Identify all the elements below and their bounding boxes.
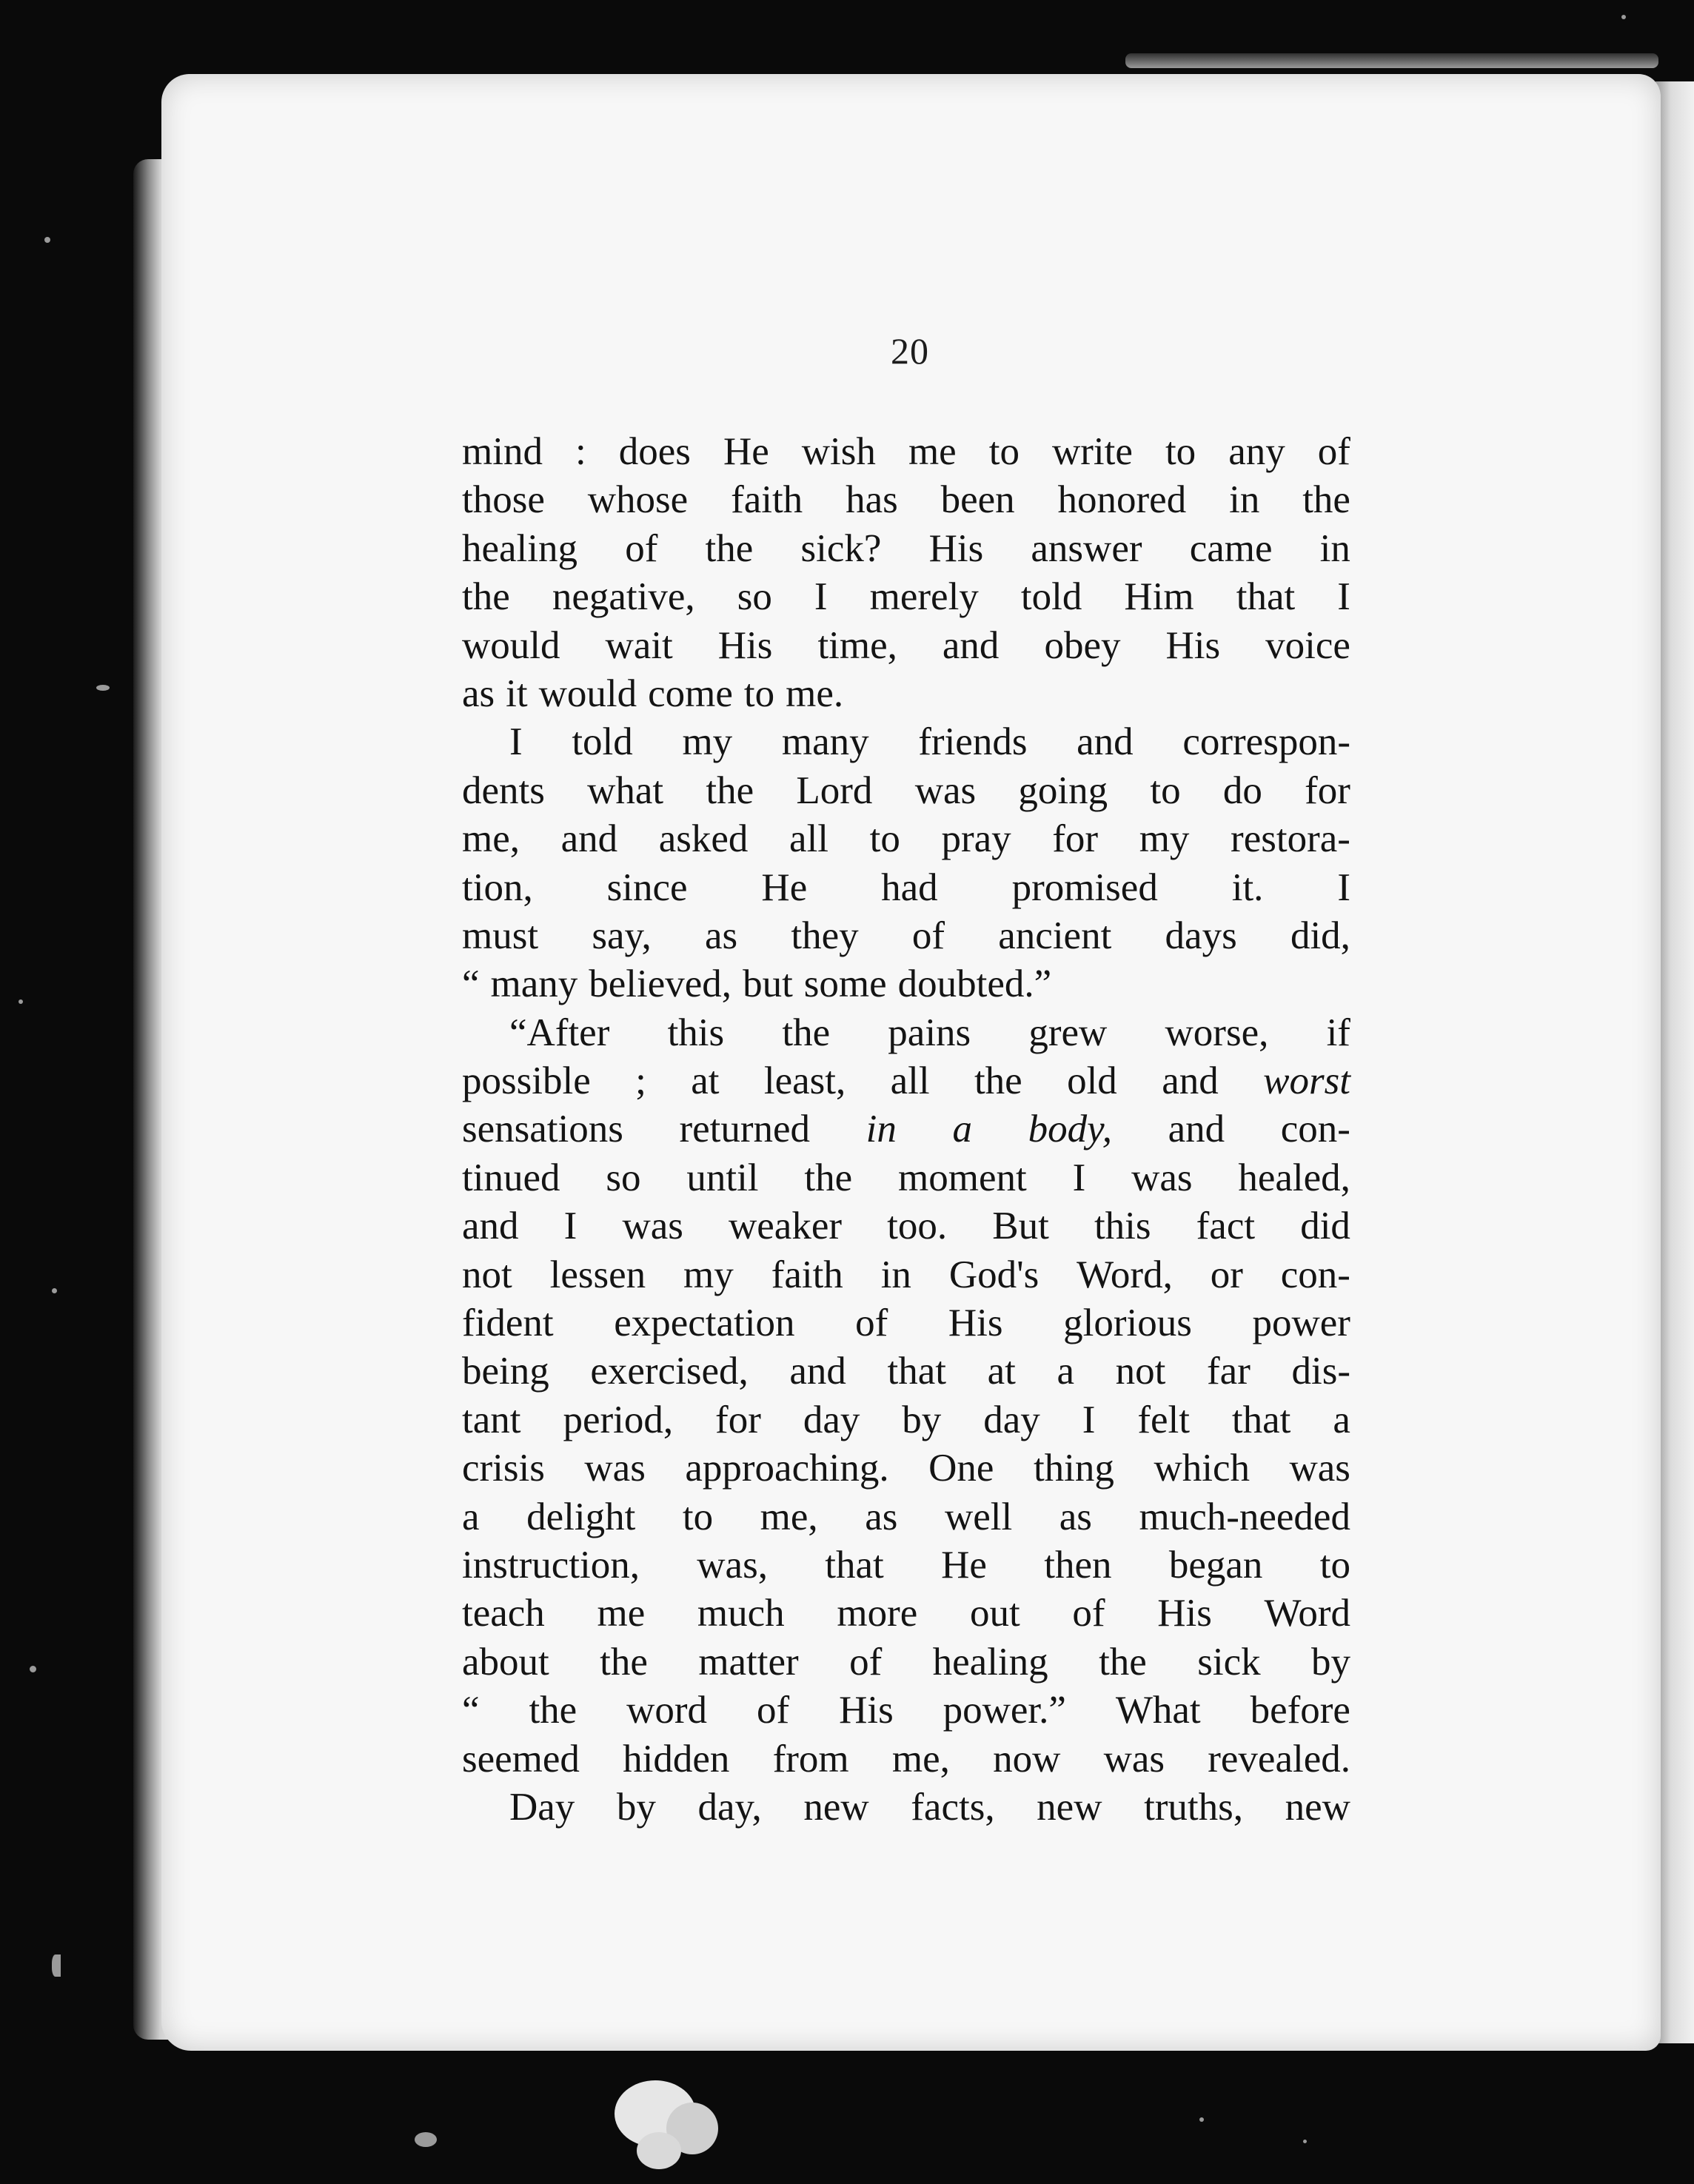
- word: restora-: [1231, 817, 1350, 861]
- word: much-needed: [1139, 1495, 1350, 1538]
- word: me,: [891, 1737, 950, 1781]
- word: of: [756, 1689, 790, 1732]
- word: at: [691, 1059, 720, 1103]
- dust-speck: [1621, 15, 1626, 19]
- word: being: [462, 1350, 549, 1393]
- word: as: [865, 1495, 898, 1538]
- word: “After: [509, 1011, 610, 1054]
- word: was: [1289, 1447, 1350, 1490]
- word: not: [1115, 1350, 1166, 1393]
- word: before: [1250, 1689, 1350, 1732]
- word: Him: [1124, 575, 1194, 619]
- word: what: [587, 768, 664, 812]
- text-line: [462, 573, 1350, 621]
- word: possible: [462, 1059, 591, 1103]
- word: ancient: [998, 914, 1112, 957]
- dust-speck: [44, 237, 50, 243]
- word: some: [803, 962, 887, 1006]
- word: grew: [1028, 1011, 1108, 1054]
- text-line: [462, 1444, 1350, 1493]
- word: until: [686, 1156, 759, 1199]
- word: His: [948, 1302, 1003, 1345]
- word: approaching.: [685, 1447, 889, 1490]
- text-line: [462, 476, 1350, 524]
- word: merely: [869, 575, 979, 619]
- word: and: [1162, 1059, 1219, 1103]
- word: to: [1165, 430, 1196, 473]
- word: power: [1252, 1302, 1350, 1345]
- word: more: [837, 1592, 918, 1635]
- word: or: [1210, 1253, 1243, 1296]
- word: my: [1139, 817, 1190, 861]
- word: promised: [1011, 865, 1158, 909]
- word: God's: [948, 1253, 1040, 1296]
- word: at: [987, 1350, 1016, 1393]
- word: asked: [658, 817, 749, 861]
- word: told: [572, 720, 633, 764]
- word: did: [1300, 1205, 1350, 1248]
- word: the: [1302, 478, 1350, 522]
- word: But: [992, 1205, 1049, 1248]
- word: con-: [1280, 1108, 1350, 1151]
- word: if: [1326, 1011, 1350, 1054]
- word: me: [597, 1592, 646, 1635]
- word: this: [1094, 1205, 1151, 1248]
- word: One: [928, 1447, 994, 1490]
- word: by: [1311, 1640, 1350, 1684]
- word: believed,: [589, 962, 732, 1006]
- word: day,: [697, 1785, 762, 1829]
- word: this: [667, 1011, 725, 1054]
- word: and: [560, 817, 618, 861]
- word: obey: [1044, 623, 1121, 667]
- word: as: [462, 671, 495, 715]
- word: least,: [763, 1059, 846, 1103]
- dust-speck: [19, 999, 23, 1004]
- word: voice: [1265, 623, 1350, 667]
- word: as: [705, 914, 738, 957]
- word: my: [682, 720, 733, 764]
- word: a: [952, 1108, 973, 1151]
- word: they: [791, 914, 859, 957]
- dust-blob: [637, 2132, 681, 2169]
- word: correspon-: [1182, 720, 1350, 764]
- word: that: [1231, 1398, 1291, 1441]
- dust-speck: [1303, 2140, 1307, 2143]
- text-line: [462, 1347, 1350, 1396]
- word: returned: [679, 1108, 811, 1151]
- dust-speck: [415, 2132, 437, 2147]
- word: to: [988, 430, 1020, 473]
- word: as: [1059, 1495, 1092, 1538]
- word: and: [462, 1205, 519, 1248]
- word: wait: [605, 623, 673, 667]
- word: Word,: [1077, 1253, 1173, 1296]
- word: began: [1168, 1543, 1263, 1587]
- word: was: [622, 1205, 683, 1248]
- word: fact: [1196, 1205, 1256, 1248]
- text-line: [462, 1590, 1350, 1638]
- word: in: [880, 1253, 911, 1296]
- word: healing: [462, 526, 578, 570]
- word: new: [1037, 1785, 1102, 1829]
- word: of: [625, 526, 658, 570]
- text-line: [462, 622, 1350, 670]
- word: that: [1236, 575, 1296, 619]
- text-line: [462, 1057, 1350, 1105]
- word: to: [1150, 768, 1181, 812]
- word: and: [1168, 1108, 1225, 1151]
- word: moment: [898, 1156, 1027, 1199]
- word: power.”: [943, 1689, 1066, 1732]
- word: new: [1285, 1785, 1350, 1829]
- word: day: [983, 1398, 1040, 1441]
- dust-speck: [52, 1954, 61, 1977]
- word: Lord: [796, 768, 873, 812]
- word: told: [1020, 575, 1082, 619]
- word: exercised,: [590, 1350, 749, 1393]
- text-line: [462, 525, 1350, 573]
- word: wish: [801, 430, 876, 473]
- word: time,: [817, 623, 897, 667]
- text-line: [462, 670, 1350, 718]
- word: the: [974, 1059, 1022, 1103]
- word: to: [1319, 1543, 1350, 1587]
- word: those: [462, 478, 545, 522]
- word: of: [855, 1302, 888, 1345]
- word: was: [1131, 1156, 1193, 1199]
- word: for: [1052, 817, 1099, 861]
- word: by: [616, 1785, 656, 1829]
- word: was,: [697, 1543, 768, 1587]
- text-line: [462, 767, 1350, 815]
- word: crisis: [462, 1447, 545, 1490]
- word: fident: [462, 1302, 554, 1345]
- word: the: [804, 1156, 853, 1199]
- word: me,: [760, 1495, 818, 1538]
- word: tinued: [462, 1156, 560, 1199]
- word: What: [1115, 1689, 1201, 1732]
- word: worse,: [1165, 1011, 1269, 1054]
- word: delight: [526, 1495, 636, 1538]
- text-line: [462, 1735, 1350, 1783]
- word: of: [1317, 430, 1350, 473]
- word: the: [600, 1640, 648, 1684]
- dust-speck: [96, 685, 110, 691]
- word: of: [849, 1640, 883, 1684]
- word: came: [1189, 526, 1273, 570]
- word: the: [782, 1011, 831, 1054]
- text-line: [462, 864, 1350, 912]
- word: many: [781, 720, 869, 764]
- word: new: [803, 1785, 869, 1829]
- word: weaker: [729, 1205, 842, 1248]
- word: truths,: [1144, 1785, 1244, 1829]
- text-line: [462, 1202, 1350, 1250]
- word: come: [648, 671, 733, 715]
- word: it: [506, 671, 528, 715]
- word: me: [908, 430, 957, 473]
- word: does: [618, 430, 691, 473]
- word: I: [1337, 575, 1350, 619]
- word: His: [839, 1689, 894, 1732]
- text-line: [462, 960, 1350, 1008]
- word: matter: [698, 1640, 799, 1684]
- word: had: [881, 865, 938, 909]
- word: thing: [1033, 1447, 1114, 1490]
- word: the: [462, 575, 510, 619]
- word: “: [462, 962, 480, 1006]
- word: He: [723, 430, 769, 473]
- word: doubted.”: [897, 962, 1052, 1006]
- word: well: [944, 1495, 1013, 1538]
- word: seemed: [462, 1737, 580, 1781]
- word: a: [462, 1495, 480, 1538]
- word: me.: [786, 671, 844, 715]
- word: the: [705, 526, 754, 570]
- text-line: [462, 1299, 1350, 1347]
- word: I: [1072, 1156, 1086, 1199]
- word: hidden: [623, 1737, 730, 1781]
- word: not: [462, 1253, 512, 1296]
- dust-speck: [1199, 2117, 1204, 2122]
- word: much: [697, 1592, 785, 1635]
- word: to: [743, 671, 775, 715]
- word: Word: [1264, 1592, 1350, 1635]
- word: negative,: [552, 575, 695, 619]
- word: in: [1319, 526, 1350, 570]
- word: tion,: [462, 865, 533, 909]
- dust-speck: [30, 1666, 36, 1672]
- word: worst: [1263, 1059, 1350, 1103]
- word: out: [969, 1592, 1020, 1635]
- word: to: [682, 1495, 714, 1538]
- word: word: [626, 1689, 708, 1732]
- word: lessen: [549, 1253, 646, 1296]
- word: many: [490, 962, 578, 1006]
- word: period,: [563, 1398, 674, 1441]
- word: has: [846, 478, 898, 522]
- word: healing: [932, 1640, 1048, 1684]
- word: the: [1099, 1640, 1147, 1684]
- word: mind: [462, 430, 543, 473]
- word: facts,: [911, 1785, 995, 1829]
- facing-page-edge: [1656, 81, 1694, 2043]
- word: friends: [918, 720, 1028, 764]
- word: pray: [941, 817, 1011, 861]
- word: was: [914, 768, 977, 812]
- text-line: [462, 815, 1350, 863]
- word: faith: [771, 1253, 843, 1296]
- text-line: [462, 1251, 1350, 1299]
- dust-speck: [52, 1288, 57, 1293]
- word: that: [887, 1350, 946, 1393]
- word: in: [1229, 478, 1260, 522]
- word: was: [1103, 1737, 1165, 1781]
- word: and: [942, 623, 1000, 667]
- text-line: [462, 1396, 1350, 1444]
- word: by: [902, 1398, 942, 1441]
- word: sick?: [800, 526, 882, 570]
- word: my: [683, 1253, 734, 1296]
- word: dis-: [1291, 1350, 1350, 1393]
- word: instruction,: [462, 1543, 640, 1587]
- word: days: [1165, 914, 1237, 957]
- word: for: [715, 1398, 761, 1441]
- word: and: [1077, 720, 1134, 764]
- word: body,: [1028, 1108, 1112, 1151]
- word: a: [1057, 1350, 1075, 1393]
- word: whose: [587, 478, 689, 522]
- word: the: [529, 1689, 578, 1732]
- word: ;: [635, 1059, 646, 1103]
- word: any: [1228, 430, 1285, 473]
- word: write: [1052, 430, 1133, 473]
- word: revealed.: [1208, 1737, 1350, 1781]
- word: I: [563, 1205, 578, 1248]
- page-top-edge-mark: [1125, 53, 1658, 68]
- word: in: [866, 1108, 897, 1151]
- word: of: [911, 914, 945, 957]
- word: for: [1305, 768, 1350, 812]
- word: would: [538, 671, 637, 715]
- word: and: [789, 1350, 846, 1393]
- word: about: [462, 1640, 549, 1684]
- text-line: [462, 1154, 1350, 1202]
- word: would: [462, 623, 560, 667]
- word: glorious: [1063, 1302, 1192, 1345]
- text-line: [462, 1105, 1350, 1153]
- word: so: [737, 575, 772, 619]
- word: too.: [887, 1205, 948, 1248]
- word: going: [1018, 768, 1108, 812]
- word: been: [940, 478, 1015, 522]
- word: from: [772, 1737, 849, 1781]
- word: old: [1067, 1059, 1117, 1103]
- word: I: [814, 575, 828, 619]
- word: dents: [462, 768, 545, 812]
- word: a: [1333, 1398, 1350, 1441]
- word: His: [717, 623, 773, 667]
- word: say,: [592, 914, 652, 957]
- text-line: [462, 1686, 1350, 1735]
- text-line: [462, 1638, 1350, 1686]
- word: must: [462, 914, 539, 957]
- text-line: [462, 1783, 1350, 1832]
- word: me,: [462, 817, 520, 861]
- text-line: [462, 912, 1350, 960]
- word: tant: [462, 1398, 521, 1441]
- text-line: [462, 1541, 1350, 1590]
- word: His: [1165, 623, 1221, 667]
- word: honored: [1057, 478, 1187, 522]
- word: I: [1337, 865, 1350, 909]
- word: con-: [1280, 1253, 1350, 1296]
- word: faith: [731, 478, 803, 522]
- word: do: [1222, 768, 1262, 812]
- word: but: [743, 962, 793, 1006]
- word: now: [993, 1737, 1061, 1781]
- text-line: [462, 718, 1350, 766]
- word: then: [1044, 1543, 1112, 1587]
- text-line: [462, 428, 1350, 476]
- word: I: [509, 720, 523, 764]
- text-line: [462, 1009, 1350, 1057]
- word: of: [1072, 1592, 1105, 1635]
- word: :: [575, 430, 586, 473]
- word: which: [1154, 1447, 1250, 1490]
- body-text: [462, 428, 1350, 1832]
- page-number: 20: [891, 330, 929, 372]
- word: His: [1157, 1592, 1212, 1635]
- word: healed,: [1238, 1156, 1350, 1199]
- word: His: [928, 526, 984, 570]
- word: sick: [1197, 1640, 1261, 1684]
- word: expectation: [614, 1302, 795, 1345]
- word: Day: [509, 1785, 575, 1829]
- word: all: [890, 1059, 930, 1103]
- word: I: [1082, 1398, 1096, 1441]
- word: answer: [1031, 526, 1142, 570]
- word: pains: [888, 1011, 971, 1054]
- word: felt: [1137, 1398, 1190, 1441]
- word: “: [462, 1689, 480, 1732]
- word: since: [606, 865, 688, 909]
- word: did,: [1290, 914, 1350, 957]
- text-line: [462, 1493, 1350, 1541]
- word: He: [941, 1543, 987, 1587]
- word: He: [761, 865, 808, 909]
- word: was: [584, 1447, 646, 1490]
- word: that: [825, 1543, 884, 1587]
- word: the: [706, 768, 754, 812]
- word: far: [1207, 1350, 1251, 1393]
- word: to: [869, 817, 900, 861]
- word: all: [789, 817, 829, 861]
- word: so: [606, 1156, 641, 1199]
- word: sensations: [462, 1108, 623, 1151]
- word: teach: [462, 1592, 545, 1635]
- word: day: [803, 1398, 860, 1441]
- word: it.: [1231, 865, 1264, 909]
